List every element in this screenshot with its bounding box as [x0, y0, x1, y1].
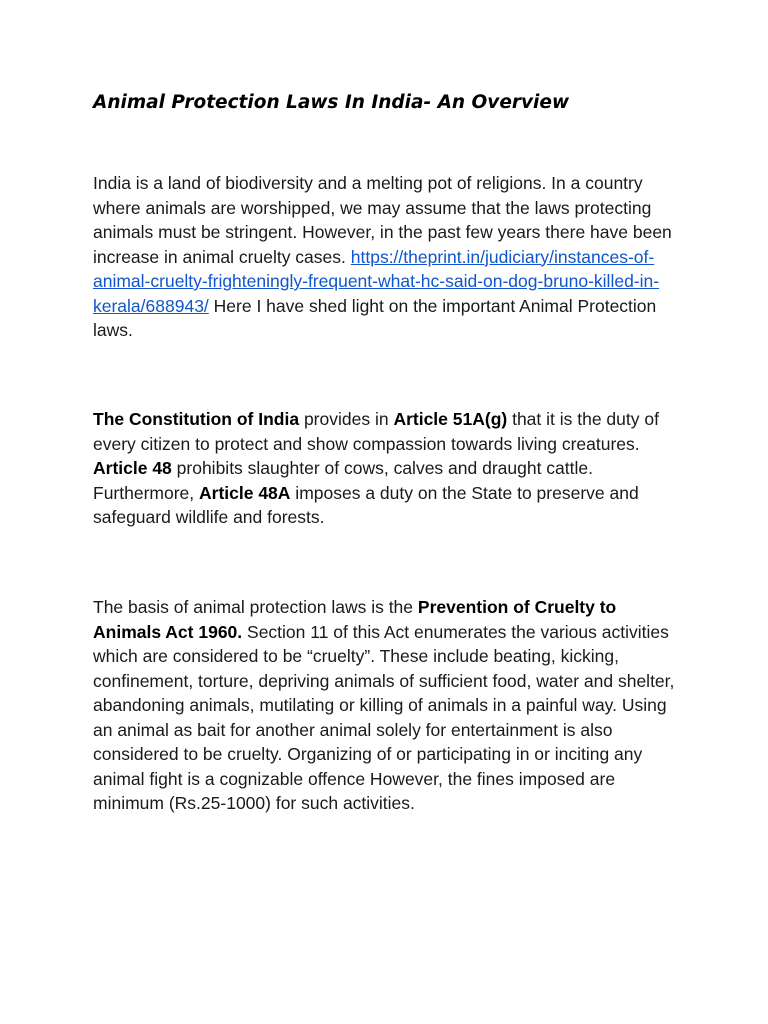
constitution-text-2: that it is the duty of every citizen to protect and show compassion towards living creatures. — [93, 409, 659, 454]
pca-text-2: Section 11 of this Act enumerates the various activities which are considered to be “cruelty”. These include beating, kicking, confinement, torture, depriving animals of sufficient food, water and shelter, abandoning animals, mutilating or killing of animals in a painful way. Using an animal as bait for another animal solely for entertainment is also considered to be cruelty. Organizing of or participating in or inciting any animal fight is a cognizable offence However, the fines imposed are minimum (Rs.25-1000) for such activities. — [93, 621, 675, 813]
article-48a-bold: Article 48A — [199, 482, 291, 503]
constitution-paragraph — [93, 407, 683, 530]
document-title: Animal Protection Laws In India- An Overview — [93, 92, 570, 113]
article-48-bold: Article 48 — [93, 458, 172, 478]
constitution-text-4: imposes a duty on the State to preserve and safeguard wildlife and forests. — [93, 482, 639, 527]
intro-paragraph — [93, 171, 683, 343]
article-51a-bold: Article 51A(g) — [393, 409, 508, 429]
constitution-text-1: provides in — [299, 409, 394, 429]
article-link[interactable]: https://theprint.in/judiciary/instances-of-animal-cruelty-frighteningly-frequent-what-hc-said-on-dog-bruno-killed-in-kerala/688943/ — [93, 246, 660, 316]
intro-text: India is a land of biodiversity and a melting pot of religions. In a country where animals are worshipped, we may assume that the laws protecting animals must be stringent. However, in the past few years there have been increase in animal cruelty cases. — [93, 173, 672, 267]
constitution-text-3: prohibits slaughter of cows, calves and draught cattle. Furthermore, — [93, 458, 594, 503]
pca-text-1: The basis of animal protection laws is the — [93, 597, 418, 617]
intro-text-continued: Here I have shed light on the important Animal Protection laws. — [93, 295, 657, 340]
constitution-bold: The Constitution of India — [93, 409, 300, 429]
pca-act-paragraph — [93, 595, 683, 816]
pca-act-bold: Prevention of Cruelty to Animals Act 1960. — [93, 597, 617, 642]
